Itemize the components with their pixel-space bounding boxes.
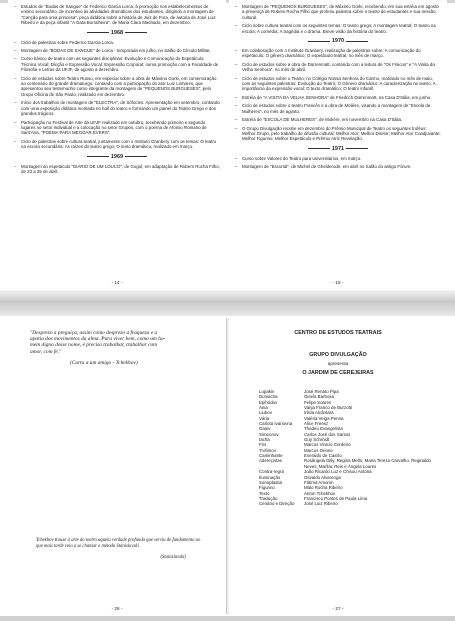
cast-actor: José Luiz Ribeiro	[304, 501, 338, 507]
cast-actor: Felipe Soares	[304, 399, 332, 405]
year-label: 1968	[110, 29, 124, 36]
cast-role: Epihódov	[259, 399, 278, 405]
page-14	[8, 0, 226, 288]
cast-role: Iluminação	[259, 474, 281, 480]
chronology-item	[235, 23, 441, 34]
cast-actor: Everaldo de Castro	[304, 453, 342, 459]
bullet-dash: –	[235, 125, 238, 131]
chronology-item	[235, 117, 441, 122]
year-heading-1971	[235, 146, 441, 152]
bullet-dash: –	[235, 94, 238, 100]
page-26	[8, 318, 226, 614]
cast-actor: Gisela Barbosa	[304, 394, 335, 400]
item-text: Estréia de "ESCOLA DE MULHERES", de Molière, em novembro na Casa D'Itália.	[242, 117, 403, 123]
page-15-1971-items	[235, 156, 441, 170]
cast-role: Lopakin	[259, 389, 275, 394]
cast-actor: Rosângela Dilly, Regina Mello, Maria Tereza Carvalho, Reginaldo Neves, Marilac Reis e Ângela Loures	[304, 458, 431, 469]
page-number: - 15 -	[332, 280, 344, 285]
item-text: Ciclo sobre cultura teatral com os seguintes temas: O teatro grego; A montagem teatral; O teatro na escola; A comédia; A tragédia e o drama. Breve visão da história do teatro.	[242, 23, 436, 34]
year-rule	[308, 148, 330, 149]
page-number: - 14 -	[111, 280, 123, 285]
cast-list	[259, 389, 434, 507]
item-text: Curso sobre Valores do Teatro para universitários, em março.	[242, 155, 362, 161]
cast-row	[259, 458, 434, 469]
chronology-item	[235, 126, 441, 142]
quote-text: Tchekhov trouxe à arte do teatro aquela verdade profunda que serviu de fundamento ao que mais tarde veio a se chamar o método Stanislavski.	[36, 538, 201, 549]
item-text: Ciclo de estudos sobre o Teatro; no Colégio Nossa Senhora do Carmo, realizado no mês de maio, com as seguintes palestras: Evolução do Teatro; O Gênero dramático; A caracterização no teatro; A importância da expressão vocal; O texto dramático; O teatro infantil.	[242, 75, 436, 92]
cast-actor: Francisco Pontes de Paula Lima	[304, 495, 368, 501]
item-text: Início dos trabalhos de montagem de "ELECTRA", de Sófocles. Apresentação em setembro, contando com uma exposição didática montada no hall do teatro e formando um painel do Teatro Grego e dos grandes trágicos.	[21, 100, 220, 117]
page-fold-shadow	[0, 290, 455, 316]
chronology-item	[235, 62, 441, 73]
year-rule	[125, 156, 147, 157]
page-14-1969-items	[14, 164, 220, 175]
cast-actor: Vanja Franco de Burzotti	[304, 405, 352, 411]
year-rule	[87, 32, 109, 33]
bullet-dash: –	[14, 4, 17, 9]
chronology-item	[14, 40, 220, 45]
item-text: Montagem de "PEQUENOS BURGUESES", de Máximo Gorki, recebendo, em sua estréia em agosto a presença de Rubem Rocha Filho que proferiu palestra sobre o teatro de estudantes e sua missão cultural.	[242, 4, 439, 20]
item-text: Estudos de "Bodas de Sangue" de Federico Garcia Lorca, à promoção nos estabelecimentos de ensino secundário, de incentivo às atividades dramáticas dos estudantes, dirigindo a montagem de "Canção para uma princesa", peça didática sobre a história de Juiz de Fora, de autoria de José Luiz Ribeiro e da peça infantil "A Gata Borralheira", de Maria Clara Machado, em dezembro.	[21, 4, 216, 26]
bullet-dash: –	[14, 56, 17, 62]
play-title: O JARDIM DE CEREJEIRAS	[302, 370, 374, 376]
quote-source: (Stanislavski)	[160, 555, 186, 561]
cast-role: Adereçistas	[259, 458, 282, 464]
bullet-dash: –	[235, 117, 238, 123]
year-rule	[346, 148, 368, 149]
scan-bottom-edge	[0, 616, 455, 621]
chronology-item	[14, 100, 220, 116]
quote-line: apatia dos movimentos da alma. Para viver bem, como um ho-	[30, 336, 166, 343]
chronology-item	[14, 48, 220, 53]
year-rule	[125, 32, 147, 33]
bullet-dash: –	[14, 39, 17, 45]
cast-role: Simeonov	[259, 431, 279, 437]
bullet-dash: –	[14, 75, 17, 81]
page-27	[229, 318, 447, 614]
cast-role: Ania	[259, 405, 268, 411]
page-15-intro	[235, 4, 441, 34]
cast-actor: Marcos Vinicio Cordeiro	[304, 442, 351, 448]
cast-role: Tradução	[259, 495, 278, 501]
cast-actor: Alice Freesz	[304, 421, 329, 427]
cast-role: Sonoplastia	[259, 479, 282, 485]
cast-role: Texto	[259, 490, 270, 496]
chronology-item	[14, 164, 220, 175]
presents-label: apresenta	[327, 361, 349, 366]
chronology-item	[235, 156, 441, 161]
cast-role: Caminhante	[259, 453, 283, 459]
chronology-item	[235, 103, 441, 114]
page-number: - 26 -	[111, 606, 123, 611]
cast-actor: Irêda Alcântara	[304, 410, 334, 416]
item-text: Ciclo de estudos sobre o teatro Francês e a obra de Molière, visando a montagem de "Escola de Mulheres", no mês de agosto.	[242, 103, 431, 114]
cast-actor: João Ricardo Luz e Chisou Antona	[304, 469, 372, 475]
chronology-item	[235, 164, 441, 169]
item-text: Montagem do espetáculo "DIÁRIO DE UM LOUCO", de Gogol, em adaptação de Rubem Rocha Filho, de 23 a 29 de abril.	[21, 163, 220, 174]
cast-actor: Thadeu Evangelista	[304, 426, 343, 432]
year-heading-1970	[235, 38, 441, 44]
chronology-item	[235, 76, 441, 92]
page-15-1970-items	[235, 48, 441, 142]
cast-role: Cenário e Direção	[259, 501, 295, 507]
bullet-dash: –	[14, 48, 17, 54]
cast-role: Trofimov	[259, 447, 276, 453]
cast-role: Contra-regra	[259, 469, 284, 475]
bullet-dash: –	[235, 61, 238, 67]
chronology-item	[235, 95, 441, 100]
cast-actor: Osvaldo Alvarenga	[304, 474, 341, 480]
page-14-content	[8, 0, 226, 174]
quote-line: "Desprezo a preguiça, assim como desprezo a fraqueza e a	[30, 330, 158, 336]
item-text: Participação no Festival de Arte da UFJF realizado em outubro, recebendo primeiro e segundo lugares no setor individual e a colocação no setor Grupos, com o poema de Afonso Romano de Sant'Ana, "POEMA PARA MEGOAR EVERS".	[21, 119, 207, 136]
page-number: - 27 -	[332, 606, 344, 611]
cast-actor: Guy Schmidt	[304, 437, 330, 443]
bullet-dash: –	[235, 48, 238, 54]
cast-actor: Malo Rocha Ribeiro	[304, 485, 343, 491]
chronology-item	[14, 56, 220, 72]
item-text: Montagem de "Escurial", de Michel de Ghelderode, em abril no Salão do antigo Fórum.	[242, 164, 412, 170]
quote-line: amor, com fé."	[30, 348, 62, 355]
bullet-dash: –	[235, 4, 238, 9]
chronology-item	[14, 4, 220, 26]
tchekhov-quote	[30, 330, 220, 366]
year-label: 1971	[331, 145, 345, 152]
chronology-item	[14, 120, 220, 136]
bullet-dash: –	[235, 155, 238, 161]
bullet-dash: –	[14, 138, 17, 144]
year-rule	[346, 41, 368, 42]
cast-role: Duniacha	[259, 394, 278, 400]
item-text: Curso básico de teatro com as seguintes disciplinas: Evolução e Comunicação do Espetáculo; Técnica Vocal; Dicção e Expressão Vocal; Expressão Corporal; numa promoção com a Faculdade de Filosofia e Letras da UFJF, de agosto a dezembro.	[21, 56, 219, 73]
item-text: Ciclo de estudos sobre Teatro Russo, em especial sobre a obra de Máximo Gorki, em comemoração ao centenário do grande dramaturgo, contando com a participação do ator Luiz Linhares, que apresentou seu testemunho como integrante da montagem de "PEQUENOS BURGUESES", pelo Grupo Oficina de São Paulo, realizado em dezembro.	[21, 75, 217, 97]
item-text: Estréia de "A VISITA DA VELHA SENHORA" de Friedrich Dürrenmatt, na Casa D'Itália, em junho.	[242, 94, 432, 100]
year-heading-1969	[14, 154, 220, 160]
cast-actor: Marcos Orione	[304, 447, 333, 453]
bullet-dash: –	[14, 100, 17, 106]
year-label: 1969	[110, 153, 124, 160]
quote-source: (Carta a um amigo - Tchekhov)	[70, 359, 138, 366]
group-name: GRUPO DIVULGAÇÃO	[309, 352, 367, 358]
page-14-intro	[14, 4, 220, 26]
bullet-dash: –	[14, 119, 17, 125]
quote-line: mem digno desse nome, é preciso trabalhar, trabalhar com	[30, 342, 158, 349]
bullet-dash: –	[235, 23, 238, 29]
year-heading-1968	[14, 30, 220, 36]
cast-role: Liubov	[259, 410, 272, 416]
page-15	[229, 0, 447, 288]
bullet-dash: –	[235, 75, 238, 81]
page-15-content	[229, 0, 447, 170]
cast-actor: Anton Tchekhov	[304, 490, 336, 496]
cast-actor: Carlos José dos Santos	[304, 431, 351, 437]
stanislavski-quote	[36, 538, 206, 561]
bullet-dash: –	[235, 164, 238, 170]
chronology-item	[14, 139, 220, 150]
cast-role: Gaiev	[259, 426, 271, 432]
chronology-item	[235, 4, 441, 20]
cast-role: Carlota Ivanovna	[259, 421, 293, 427]
cast-actor: Valéria Veiga Penna	[304, 415, 344, 421]
item-text: O Grupo Divulgação recebe em dezembro do Prêmio Municipal de Teatro os seguintes troféus: Melhor Grupo, pelo trabalho de difusão cultural; Melhor Ator; Melhor Diretor; Melhor Ator Coadjuvante; Melhor Figurino; Melhor Espetáculo e Prêmio Atriz Revelação.	[242, 125, 441, 142]
item-text: Ciclo de palestras sobre cultura teatral, juntamente com o Instituto Granbery com os temas: O teatro na escola secundária; As raízes do teatro grego; O texto dramático, realizado em março.	[21, 138, 217, 150]
cast-actor: José Renato Pipa	[304, 389, 339, 394]
page-14-1968-items	[14, 40, 220, 150]
bullet-dash: –	[14, 163, 17, 169]
cast-role: Iacha	[259, 437, 270, 443]
bullet-dash: –	[235, 103, 238, 109]
item-text: Em colaboração com o Instituto Granbery, realização de palestras sobre: A comunicação do espetáculo; O gênero dramático; O espetáculo teatral, no mês de março.	[242, 48, 421, 59]
cast-role: Firs	[259, 442, 267, 448]
chronology-item	[235, 48, 441, 59]
cast-actor: Fátima Amorim	[304, 479, 334, 485]
item-text: Ciclo de estudos sobre a obra de Dürrenmatt, contando com a leitura de "Os Físicos" e "A Visita da Velha Senhora", no mês de abril.	[242, 61, 435, 73]
cast-role: Vária	[259, 415, 270, 421]
center-heading: CENTRO DE ESTUDOS TEATRAIS	[294, 330, 382, 336]
item-text: Ciclo de palestras sobre Federico Garcia Lorca.	[21, 39, 114, 45]
item-text: Montagem de "BODAS DE SANGUE" de Lorca - temporada em julho, no Salão do Círculo Militar.	[21, 48, 211, 54]
cast-row	[259, 501, 434, 506]
year-rule	[87, 156, 109, 157]
year-rule	[308, 41, 330, 42]
cast-role: Figurino	[259, 485, 275, 491]
year-label: 1970	[331, 38, 345, 45]
chronology-item	[14, 76, 220, 98]
